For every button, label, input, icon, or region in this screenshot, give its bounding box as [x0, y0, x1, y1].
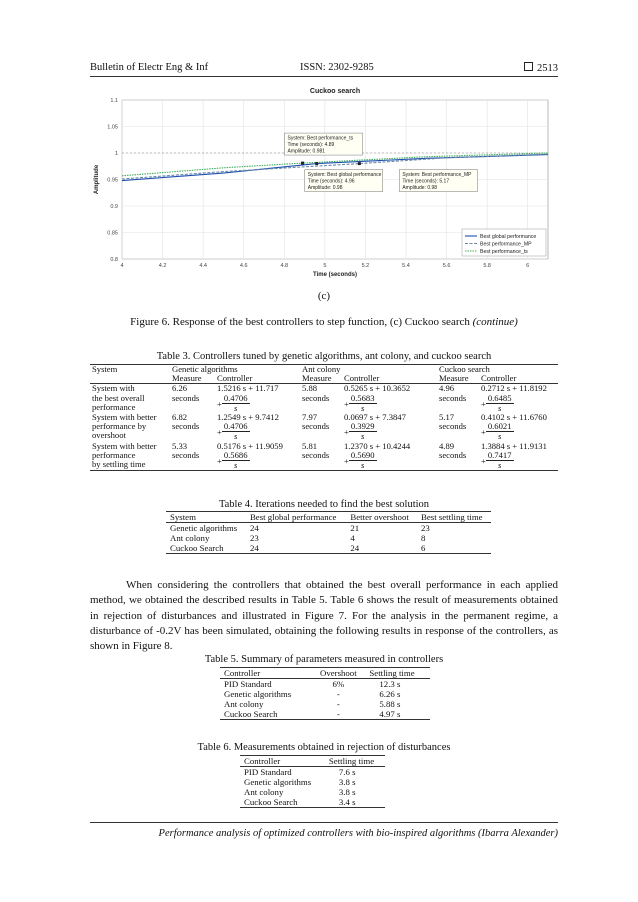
datatip-text: Amplitude: 0.98 [402, 185, 438, 192]
table-row [220, 689, 430, 699]
table3-controller-cell [215, 384, 300, 413]
table-cell: 3.4 s [325, 797, 385, 808]
table6-caption: Table 6. Measurements obtained in rejection of disturbances [197, 742, 451, 753]
plus-sign: + [481, 398, 486, 409]
table4-header: System [166, 512, 246, 523]
fraction-numerator: 0.6021 [487, 421, 512, 432]
table3-system-line: overshoot [92, 430, 126, 441]
table-row [220, 699, 430, 709]
controller-fraction-line [344, 394, 435, 413]
table-cell: Ant colony [244, 787, 284, 797]
x-tick-label: 5.6 [442, 263, 451, 269]
controller-expression: 1.5216 s + 11.717 [217, 383, 279, 394]
table-cell: PID Standard [224, 679, 272, 689]
controller-fraction-line [217, 394, 298, 413]
journal-name: Bulletin of Electr Eng & Inf [90, 62, 209, 73]
body-paragraph [90, 578, 558, 654]
table3-system-line: performance by [92, 421, 147, 432]
table3-measure-line: 4.96 [439, 383, 455, 394]
x-tick-label: 5.8 [483, 263, 491, 269]
fraction-denominator: s [498, 402, 502, 413]
table3-controller-cell [215, 442, 300, 471]
fraction-denominator: s [498, 460, 502, 471]
table3-measure-cell [437, 384, 479, 413]
controller-fraction [222, 394, 250, 413]
table3-header-system: System [90, 365, 170, 375]
x-tick-label: 4.8 [280, 263, 289, 269]
controller-fraction [486, 394, 514, 413]
table-cell: Ant colony [224, 699, 264, 709]
controller-fraction [486, 451, 514, 470]
controller-fraction [349, 451, 377, 470]
x-axis-label: Time (seconds) [313, 272, 357, 278]
table3-system-line: performance [92, 449, 136, 460]
table3-subheader: Controller [481, 373, 517, 384]
table-cell: 24 [346, 543, 417, 554]
table3-measure-line: 7.97 [302, 412, 318, 423]
table-cell: 6% [332, 679, 345, 689]
table3-measure-line: 5.81 [302, 440, 318, 451]
table-row [240, 777, 385, 787]
datatip-text: System: Best performance_MP [402, 172, 472, 179]
x-tick-label: 5.2 [361, 263, 370, 269]
table3-system-line: by settling time [92, 459, 146, 470]
legend-entry: Best global performance [480, 234, 537, 240]
fraction-numerator: 0.4706 [223, 421, 248, 432]
figure-caption [90, 316, 558, 328]
table-cell: - [336, 689, 340, 699]
table3-subheader: Measure [439, 373, 469, 384]
x-tick-label: 4.2 [158, 263, 167, 269]
table3-system-line: System with better [92, 412, 157, 423]
table-cell: 5.88 s [379, 699, 401, 709]
table3-measure-line: seconds [302, 449, 330, 460]
y-tick-label: 1.1 [110, 98, 118, 104]
table3-measure-line: seconds [439, 392, 467, 403]
fraction-denominator: s [361, 460, 365, 471]
table3-header-group: Ant colony [300, 365, 437, 375]
plus-sign: + [217, 455, 222, 466]
table3-system-line: the best overall [92, 392, 145, 403]
plus-sign: + [481, 427, 486, 438]
table3-controller-cell [479, 413, 558, 442]
table3-controller-cell [342, 413, 437, 442]
table-cell: 12.3 s [379, 679, 401, 689]
fraction-denominator: s [498, 431, 502, 442]
fraction-denominator: s [361, 402, 365, 413]
table3-measure-line: seconds [302, 392, 330, 403]
table3-measure-line: seconds [172, 392, 200, 403]
table3-measure-line: seconds [439, 421, 467, 432]
table-row [166, 543, 491, 554]
controller-expression: 0.5265 s + 10.3652 [344, 383, 411, 394]
table3-system-cell [90, 413, 170, 442]
fraction-numerator: 0.6485 [487, 392, 512, 403]
plus-sign: + [344, 427, 349, 438]
table-row [90, 442, 558, 471]
x-tick-label: 4.4 [199, 263, 207, 269]
table3-measure-line: seconds [439, 449, 467, 460]
table3-controller-cell [342, 384, 437, 413]
table-cell: - [336, 699, 340, 709]
y-tick-label: 0.85 [107, 230, 118, 237]
table3-caption: Table 3. Controllers tuned by genetic algorithms, ant colony, and cuckoo search [156, 351, 492, 362]
controller-fraction-line [481, 394, 556, 413]
y-tick-label: 0.95 [107, 177, 118, 184]
x-tick-label: 5.4 [402, 263, 410, 269]
plus-sign: + [217, 398, 222, 409]
y-tick-label: 1.05 [107, 124, 118, 131]
controller-fraction-line [344, 422, 435, 441]
chart-title: Cuckoo search [309, 88, 361, 95]
table3-subheader: Controller [217, 373, 253, 384]
square-bullet-icon [524, 62, 533, 71]
table-row [220, 709, 430, 720]
table-row [240, 787, 385, 797]
table-row [90, 413, 558, 442]
figure-caption-italic: (continue) [472, 316, 518, 328]
table4 [166, 511, 491, 554]
fraction-denominator: s [234, 460, 238, 471]
footer-rule [90, 822, 558, 823]
table-cell: 23 [249, 533, 259, 543]
table3-system-line: performance [92, 401, 136, 412]
controller-fraction-line [344, 451, 435, 470]
table6-header: Settling time [325, 756, 385, 767]
datatip-text: Time (seconds): 4.96 [307, 178, 355, 185]
table-cell: 6.26 s [379, 689, 401, 699]
table-row [240, 797, 385, 808]
x-tick-label: 6 [526, 263, 530, 269]
table3-measure-line: 5.88 [302, 383, 318, 394]
page-number-wrap [518, 62, 558, 74]
fraction-numerator: 0.3929 [350, 421, 375, 432]
table-cell: 4 [350, 533, 355, 543]
controller-fraction [222, 451, 250, 470]
figure-panel-label: (c) [317, 290, 331, 302]
table3-measure-cell [300, 413, 342, 442]
issn: ISSN: 2302-9285 [300, 62, 374, 73]
table-cell: Cuckoo Search [240, 797, 325, 808]
table3 [90, 364, 558, 471]
table-cell: 8 [421, 533, 426, 543]
legend-entry: Best performance_MP [480, 241, 532, 248]
table4-header: Better overshoot [346, 512, 417, 523]
table-cell: 4.97 s [365, 709, 430, 720]
table3-measure-line: 5.17 [439, 412, 455, 423]
controller-expression: 1.2549 s + 9.7412 [217, 412, 279, 423]
table3-subheader: Measure [172, 373, 202, 384]
table-row [220, 679, 430, 690]
table4-caption: Table 4. Iterations needed to find the best solution [218, 499, 430, 510]
datatip-text: Amplitude: 0.981 [287, 148, 326, 155]
x-tick-label: 5 [323, 263, 327, 269]
datatip-text: Amplitude: 0.98 [307, 185, 343, 192]
table3-measure-line: 4.89 [439, 440, 455, 451]
table-cell: 3.8 s [338, 777, 356, 787]
table4-header: Best global performance [246, 512, 346, 523]
table5-header: Settling time [365, 668, 430, 679]
controller-fraction-line [217, 422, 298, 441]
table3-system-line: System with [92, 383, 135, 394]
table-cell: Cuckoo Search [220, 709, 311, 720]
table5 [220, 667, 430, 720]
controller-fraction [222, 422, 250, 441]
table3-controller-cell [342, 442, 437, 471]
controller-expression: 1.3884 s + 11.9131 [481, 440, 547, 451]
y-tick-label: 0.9 [110, 204, 118, 210]
table-cell: 3.8 s [338, 787, 356, 797]
plus-sign: + [344, 398, 349, 409]
table3-measure-cell [170, 442, 215, 471]
figure-caption-main: Figure 6. Response of the best controllers to step function, (c) Cuckoo search [130, 316, 473, 328]
table3-measure-line: 6.26 [172, 383, 188, 394]
y-tick-label: 0.8 [110, 257, 118, 263]
table3-measure-line: seconds [302, 421, 330, 432]
table3-header-group: Genetic algorithms [170, 365, 300, 375]
fraction-denominator: s [234, 402, 238, 413]
controller-expression: 0.5176 s + 11.9059 [217, 440, 283, 451]
table3-measure-cell [300, 384, 342, 413]
controller-expression: 0.0697 s + 7.3847 [344, 412, 406, 423]
fraction-numerator: 0.5686 [223, 449, 248, 460]
table-cell: - [311, 709, 365, 720]
table-cell: Genetic algorithms [170, 523, 238, 533]
table-cell: 24 [249, 523, 259, 533]
table5-header: Overshoot [311, 668, 365, 679]
table3-measure-line: 6.82 [172, 412, 188, 423]
table-row [166, 533, 491, 543]
table5-header: Controller [220, 668, 311, 679]
step-response-chart [88, 82, 560, 282]
table-row [240, 767, 385, 778]
datatip-text: System: Best global performance [307, 172, 382, 179]
running-footer: Performance analysis of optimized controllers with bio-inspired algorithms (Ibarra Alexander) [158, 828, 558, 839]
table3-controller-cell [479, 442, 558, 471]
table3-measure-line: seconds [172, 421, 200, 432]
table3-controller-cell [479, 384, 558, 413]
table3-controller-cell [215, 413, 300, 442]
table3-system-line: System with better [92, 440, 157, 451]
controller-fraction [486, 422, 514, 441]
y-tick-label: 1 [114, 151, 118, 157]
datatip-marker [301, 162, 304, 165]
fraction-numerator: 0.5683 [350, 392, 375, 403]
table3-measure-line: seconds [172, 449, 200, 460]
controller-fraction-line [481, 422, 556, 441]
fraction-numerator: 0.5690 [350, 449, 375, 460]
fraction-denominator: s [361, 431, 365, 442]
table-cell: PID Standard [244, 767, 292, 777]
table-cell: Genetic algorithms [224, 689, 292, 699]
table3-measure-cell [437, 413, 479, 442]
y-axis-label: Amplitude [94, 164, 100, 195]
page-number: 2513 [537, 63, 558, 74]
table-cell: 24 [246, 543, 346, 554]
fraction-numerator: 0.7417 [487, 449, 512, 460]
fraction-denominator: s [234, 431, 238, 442]
datatip-text: Time (seconds): 4.89 [287, 142, 335, 149]
table-cell: 23 [421, 523, 430, 533]
table3-measure-cell [300, 442, 342, 471]
x-tick-label: 4.6 [239, 263, 248, 269]
table3-system-cell [90, 384, 170, 413]
table-cell: 6 [417, 543, 491, 554]
plus-sign: + [217, 427, 222, 438]
controller-fraction [349, 394, 377, 413]
controller-expression: 1.2370 s + 10.4244 [344, 440, 411, 451]
table3-measure-line: 5.33 [172, 440, 188, 451]
table3-system-cell [90, 442, 170, 471]
controller-fraction-line [481, 451, 556, 470]
table3-header-group: Cuckoo search [437, 365, 558, 375]
controller-expression: 0.2712 s + 11.8192 [481, 383, 547, 394]
legend-entry: Best performance_ts [480, 249, 528, 255]
header-rule [90, 76, 558, 77]
fraction-numerator: 0.4706 [223, 392, 248, 403]
table3-measure-cell [437, 442, 479, 471]
datatip-text: System: Best performance_ts [287, 135, 354, 142]
table3-subheader: Measure [302, 373, 332, 384]
table4-header: Best settling time [417, 512, 491, 523]
table-row [90, 384, 558, 413]
controller-fraction [349, 422, 377, 441]
controller-expression: 0.4102 s + 11.6760 [481, 412, 547, 423]
table-cell: Ant colony [170, 533, 210, 543]
x-tick-label: 4 [120, 263, 124, 269]
body-paragraph-text: When considering the controllers that obtained the best overall performance in each applied method, we obtained the described results in Table 5. Table 6 shows the result of measurements obtained in rejection of disturbances and illustrated in Figure 7. For the analysis in the permanent regime, a disturbance of -0.2V has been simulated, obtaining the following results in response of the controllers, as shown in Figure 8. [90, 579, 558, 653]
plus-sign: + [344, 455, 349, 466]
table-row [166, 523, 491, 534]
table-cell: Cuckoo Search [166, 543, 246, 554]
table5-caption: Table 5. Summary of parameters measured in controllers [204, 654, 444, 665]
table3-subheader: Controller [344, 373, 380, 384]
table6-header: Controller [240, 756, 325, 767]
controller-fraction-line [217, 451, 298, 470]
table3-measure-cell [170, 384, 215, 413]
table-cell: 7.6 s [338, 767, 356, 777]
table-cell: Genetic algorithms [244, 777, 312, 787]
table-cell: 21 [350, 523, 360, 533]
datatip-marker [358, 162, 361, 165]
table3-measure-cell [170, 413, 215, 442]
table6 [240, 755, 385, 808]
datatip-text: Time (seconds): 5.17 [402, 178, 450, 185]
plus-sign: + [481, 455, 486, 466]
datatip-marker [315, 162, 318, 165]
